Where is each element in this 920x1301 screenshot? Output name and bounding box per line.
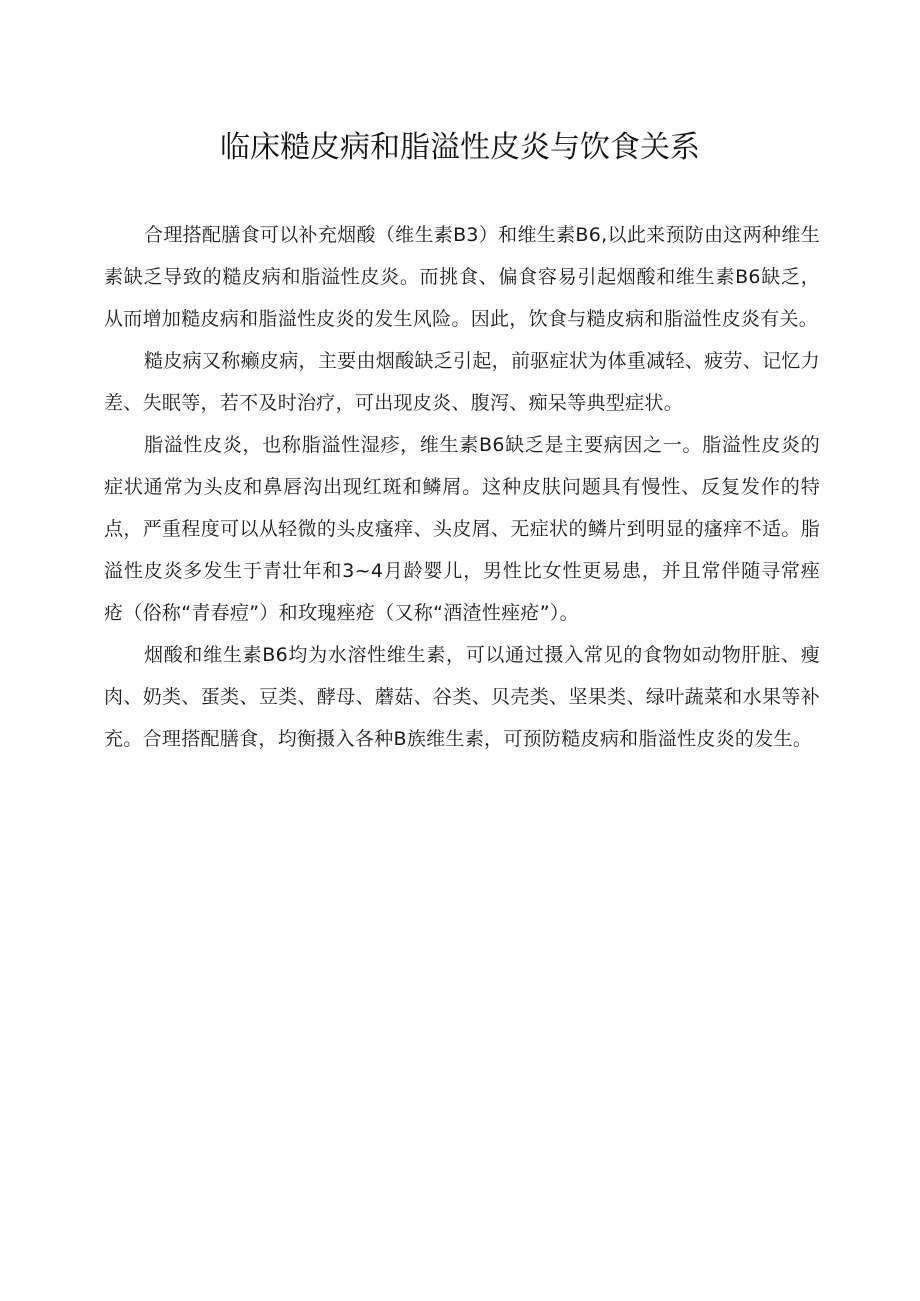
paragraph-food-sources: 烟酸和维生素B6均为水溶性维生素，可以通过摄入常见的食物如动物肝脏、瘦肉、奶类、蛋类、豆类、酵母、蘑菇、谷类、贝壳类、坚果类、绿叶蔬菜和水果等补充。合理搭配膳食，均衡摄入各种B族维生素，可预防糙皮病和脂溢性皮炎的发生。	[104, 644, 820, 750]
paragraph-diet-prevention: 合理搭配膳食可以补充烟酸（维生素B3）和维生素B6,以此来预防由这两种维生素缺乏导致的糙皮病和脂溢性皮炎。而挑食、偏食容易引起烟酸和维生素B6缺乏，从而增加糙皮病和脂溢性皮炎的发生风险。因此，饮食与糙皮病和脂溢性皮炎有关。	[104, 224, 820, 330]
document-body	[104, 214, 820, 760]
document-title: 临床糙皮病和脂溢性皮炎与饮食关系	[220, 130, 700, 165]
paragraph-pellagra: 糙皮病又称癞皮病，主要由烟酸缺乏引起，前驱症状为体重减轻、疲劳、记忆力差、失眠等，若不及时治疗，可出现皮炎、腹泻、痴呆等典型症状。	[104, 350, 820, 414]
paragraph-seborrheic-dermatitis: 脂溢性皮炎，也称脂溢性湿疹，维生素B6缺乏是主要病因之一。脂溢性皮炎的症状通常为头皮和鼻唇沟出现红斑和鳞屑。这种皮肤问题具有慢性、反复发作的特点，严重程度可以从轻微的头皮瘙痒、头皮屑、无症状的鳞片到明显的瘙痒不适。脂溢性皮炎多发生于青壮年和3~4月龄婴儿，男性比女性更易患，并且常伴随寻常痤疮（俗称“青春痘”）和玫瑰痤疮（又称“酒渣性痤疮”）。	[104, 434, 820, 624]
